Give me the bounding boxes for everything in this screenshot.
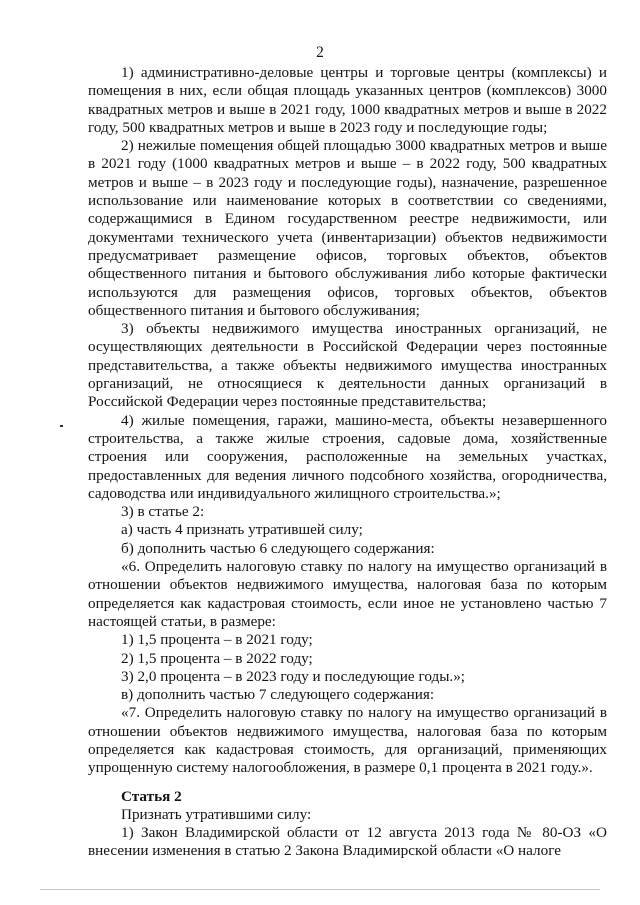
article-paragraph-law: 1) Закон Владимирской области от 12 августа 2013 года № 80-ОЗ «О внесении изменения в статью 2 Закона Владимирской области «О налоге bbox=[88, 824, 607, 860]
article-paragraph-intro: Признать утратившими силу: bbox=[121, 805, 312, 823]
paragraph-rate-2023: 3) 2,0 процента – в 2023 году и последующие годы.»; bbox=[121, 667, 466, 685]
paragraph-item-4: 4) жилые помещения, гаражи, машино-места, объекты незавершенного строительства, а также жилые строения, садовые дома, хозяйственные строения или сооружения, расположенные на земельных участках, предоставленных для ведения личного подсобного хозяйства, огородничества, садоводства или индивидуального жилищного строительства.»; bbox=[88, 411, 607, 502]
paragraph-rate-2022: 2) 1,5 процента – в 2022 году; bbox=[121, 649, 313, 667]
article-heading: Статья 2 bbox=[121, 787, 182, 805]
paragraph-article-2-intro: 3) в статье 2: bbox=[121, 503, 205, 521]
paragraph-item-3: 3) объекты недвижимого имущества иностранных организаций, не осуществляющих деятельности в Российской Федерации через постоянные представительства, а также объекты недвижимого имущества иностранных организаций, не относящиеся к деятельности данных организаций в Российской Федерации через постоянные представительства; bbox=[88, 320, 607, 411]
margin-mark bbox=[60, 425, 63, 427]
paragraph-sub-a: а) часть 4 признать утратившей силу; bbox=[121, 521, 363, 539]
document-body bbox=[88, 64, 607, 861]
scan-edge-line bbox=[40, 889, 600, 890]
page-number: 2 bbox=[316, 44, 324, 61]
paragraph-sub-b: б) дополнить частью 6 следующего содержания: bbox=[121, 539, 435, 557]
paragraph-sub-v: в) дополнить частью 7 следующего содержания: bbox=[121, 686, 435, 704]
paragraph-rate-2021: 1) 1,5 процента – в 2021 году; bbox=[121, 631, 313, 649]
paragraph-part-7: «7. Определить налоговую ставку по налогу на имущество организаций в отношении объектов недвижимого имущества, налоговая база по которым определяется как кадастровая стоимость, для организаций, применяющих упрощенную систему налогообложения, в размере 0,1 процента в 2021 году.». bbox=[88, 704, 607, 777]
paragraph-part-6: «6. Определить налоговую ставку по налогу на имущество организаций в отношении объектов недвижимого имущества, налоговая база по которым определяется как кадастровая стоимость, если иное не установлено частью 7 настоящей статьи, в размере: bbox=[88, 558, 607, 630]
paragraph-item-2: 2) нежилые помещения общей площадью 3000 квадратных метров и выше в 2021 году (1000 квадратных метров и выше – в 2022 году, 500 квадратных метров и выше – в 2023 году и последующие годы), назначение, разрешенное использование или наименование которых в соответствии со сведениями, содержащимися в Едином государственном реестре недвижимости, или документами технического учета (инвентаризации) объектов недвижимости предусматривает размещение офисов, торговых объектов, объектов общественного питания и бытового обслуживания либо которые фактически используются для размещения офисов, торговых объектов, объектов общественного питания и бытового обслуживания; bbox=[88, 137, 607, 319]
paragraph-item-1: 1) административно-деловые центры и торговые центры (комплексы) и помещения в них, если общая площадь указанных центров (комплексов) 3000 квадратных метров и выше в 2021 году, 1000 квадратных метров и выше в 2022 году, 500 квадратных метров и выше в 2023 году и последующие годы; bbox=[88, 64, 607, 136]
